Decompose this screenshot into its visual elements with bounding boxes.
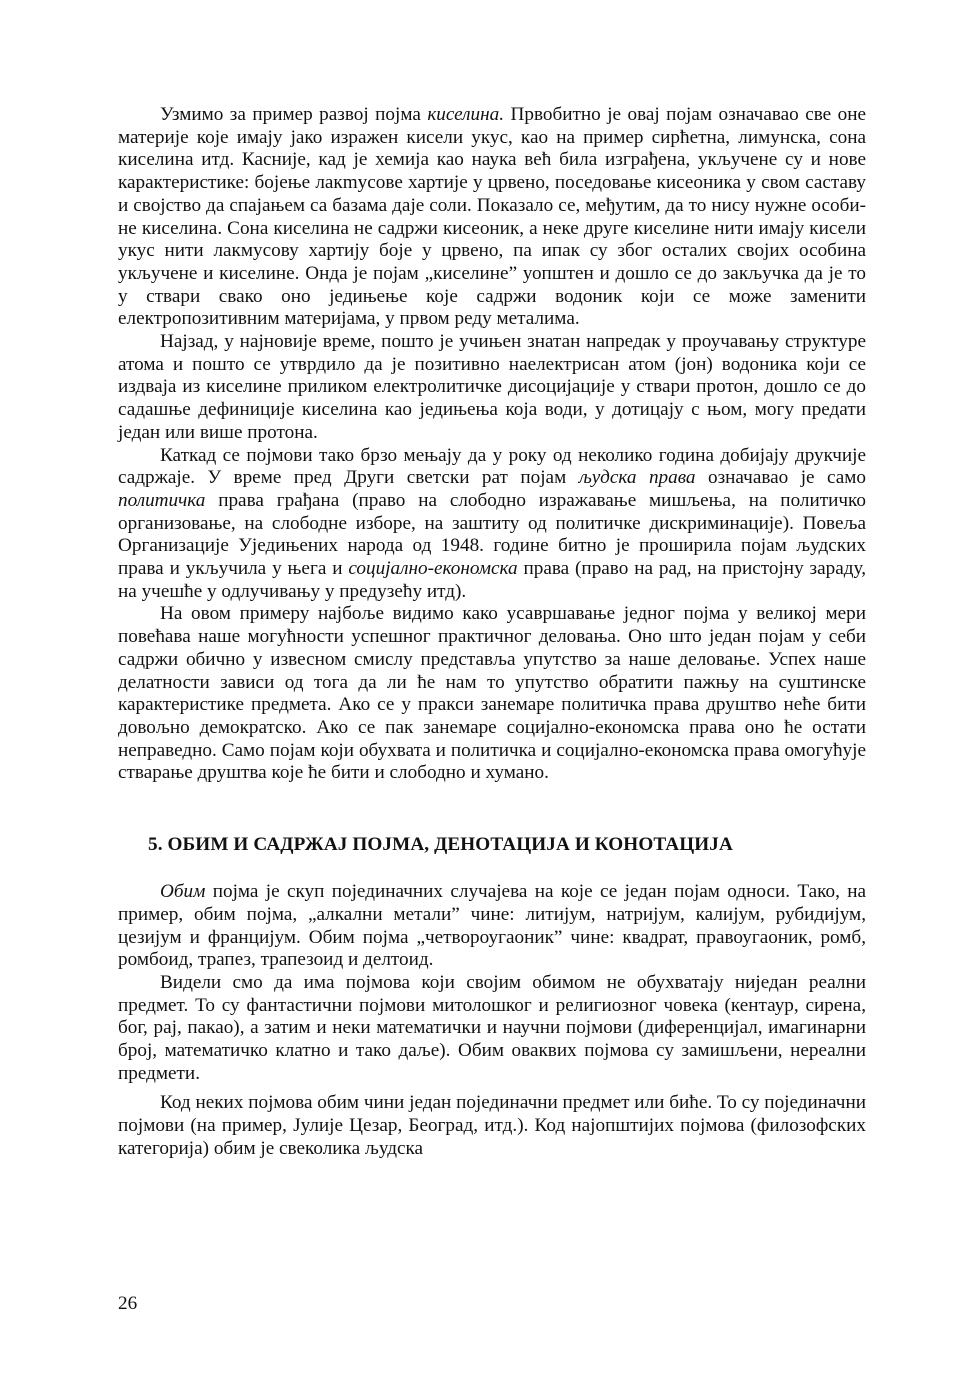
- emphasized-term: Обим: [160, 881, 206, 903]
- paragraph-human-rights: Каткад се појмови тако брзо мењају да у року од неколико година добијају друкчије садржаје. У време пред Други светски рат појам људска права означавао је само политичка права грађана (право на слободно изражавање мишљења, на политичко организовање, на слободне изборе, на заштиту од политичке дискриминације). Повеља Организације Уједињених народа од 1948. године битно је проширила појам људских права и укључила у њега и социјално-економска права (право на рад, на пристојну зараду, на учешће у одлучивању у предузећу итд).: [118, 444, 867, 602]
- emphasized-term: социјално-економска: [348, 558, 518, 580]
- section-body-2: [118, 881, 866, 1160]
- page-number: 26: [118, 1293, 138, 1314]
- paragraph-extension-definition: Обим појма је скуп појединачних случајева на које се један појам односи. Тако, на пример, обим појма, „алкални метали” чине: литијум, натријум, калијум, рубидијум, цезијум и францијум. Обим појма „четвороугаоник” чине: квадрат, правоугаоник, ромб, ромбоид, трапез, трапезоид и делтоид.: [118, 881, 866, 971]
- paragraph-concept-improvement: На овом примеру најбоље видимо како усавршавање једног појма у великој мери повећава наше могућности успешног практичног деловања. Оно што један појам у себи садржи обично у извесном смислу представља упутство за наше деловање. Успех наше делатности зависи од тога да ли ће нам то упутство обратити пажњу на суштинске карактеристике предмета. Ако се у пракси занемаре политичка права друштво неће бити довољно демократско. Ако се пак занемаре социјално-економска права оно ће остати неправедно. Само појам који обухвата и политичка и социјално-економска права омогућује стварање друштва које ће бити и слободно и хумано.: [118, 603, 866, 784]
- page-body: [118, 104, 866, 1161]
- section-body-1: [118, 104, 866, 785]
- paragraph-acids-evolution: Узмимо за пример развој појма киселина. Првобитно је овај појам означавао све оне материје које имају јако изражен кисели укус, као на пример сирћетна, лимунска, сона киселина итд. Касније, кад је хемија као наука већ била изграђена, укључене су и нове карактеристике: бојење лакmусове хартије у црвено, поседовање кисеоника у свом саставу и својство да спајањем са базама даје соли. Показало се, међутим, да то нису нужне особине киселина. Сона киселина не садржи кисеоник, а неке друге киселине нити имају кисели укус нити лакмусову хартију боје у црвено, па ипак су због осталих својих особина укључене и киселине. Онда је појам „киселине” уопштен и дошло се до закључка да је то у ствари свако оно једињење које садржи водоник који се може заменити електропозитивним материјама, у првом реду металима.: [118, 104, 866, 330]
- emphasized-term: људска права: [578, 467, 696, 489]
- paragraph-acids-modern-definition: Најзад, у најновије време, пошто је учињен знатан напредак у проучавању структуре атома и пошто се утврдило да је позитивно наелектрисан атом (јон) водоника који се издваја из киселине приликом електролитичке дисоцијације у ствари протон, дошло се до садашње дефиниције киселина као једињења која води, у дотицају с њом, могу предати један или више протона.: [118, 331, 866, 443]
- paragraph-unreal-objects: Видели смо да има појмова који својим обимом не обухватају ниједан реални предмет. То су фантастични појмови митолошког и религиозног човека (кентаур, сирена, бог, рај, пакао), а затим и неки математички и научни појмови (диференцијал, имагинарни број, математичко клатно и тако даље). Обим оваквих појмова су замишљени, нереални предмети.: [118, 971, 866, 1084]
- section-heading: 5. ОБИМ И САДРЖАЈ ПОЈМА, ДЕНОТАЦИЈА И КОНОТАЦИЈА: [148, 834, 733, 856]
- emphasized-term: киселина.: [427, 104, 505, 125]
- emphasized-term: политичка: [118, 489, 206, 511]
- paragraph-singular-concepts: Код неких појмова обим чини један појединачни предмет или биће. То су појединачни појмови (на пример, Јулије Цезар, Београд, итд.). Код најопштијих појмова (филозофских категорија) обим је свеколика људска: [118, 1092, 866, 1159]
